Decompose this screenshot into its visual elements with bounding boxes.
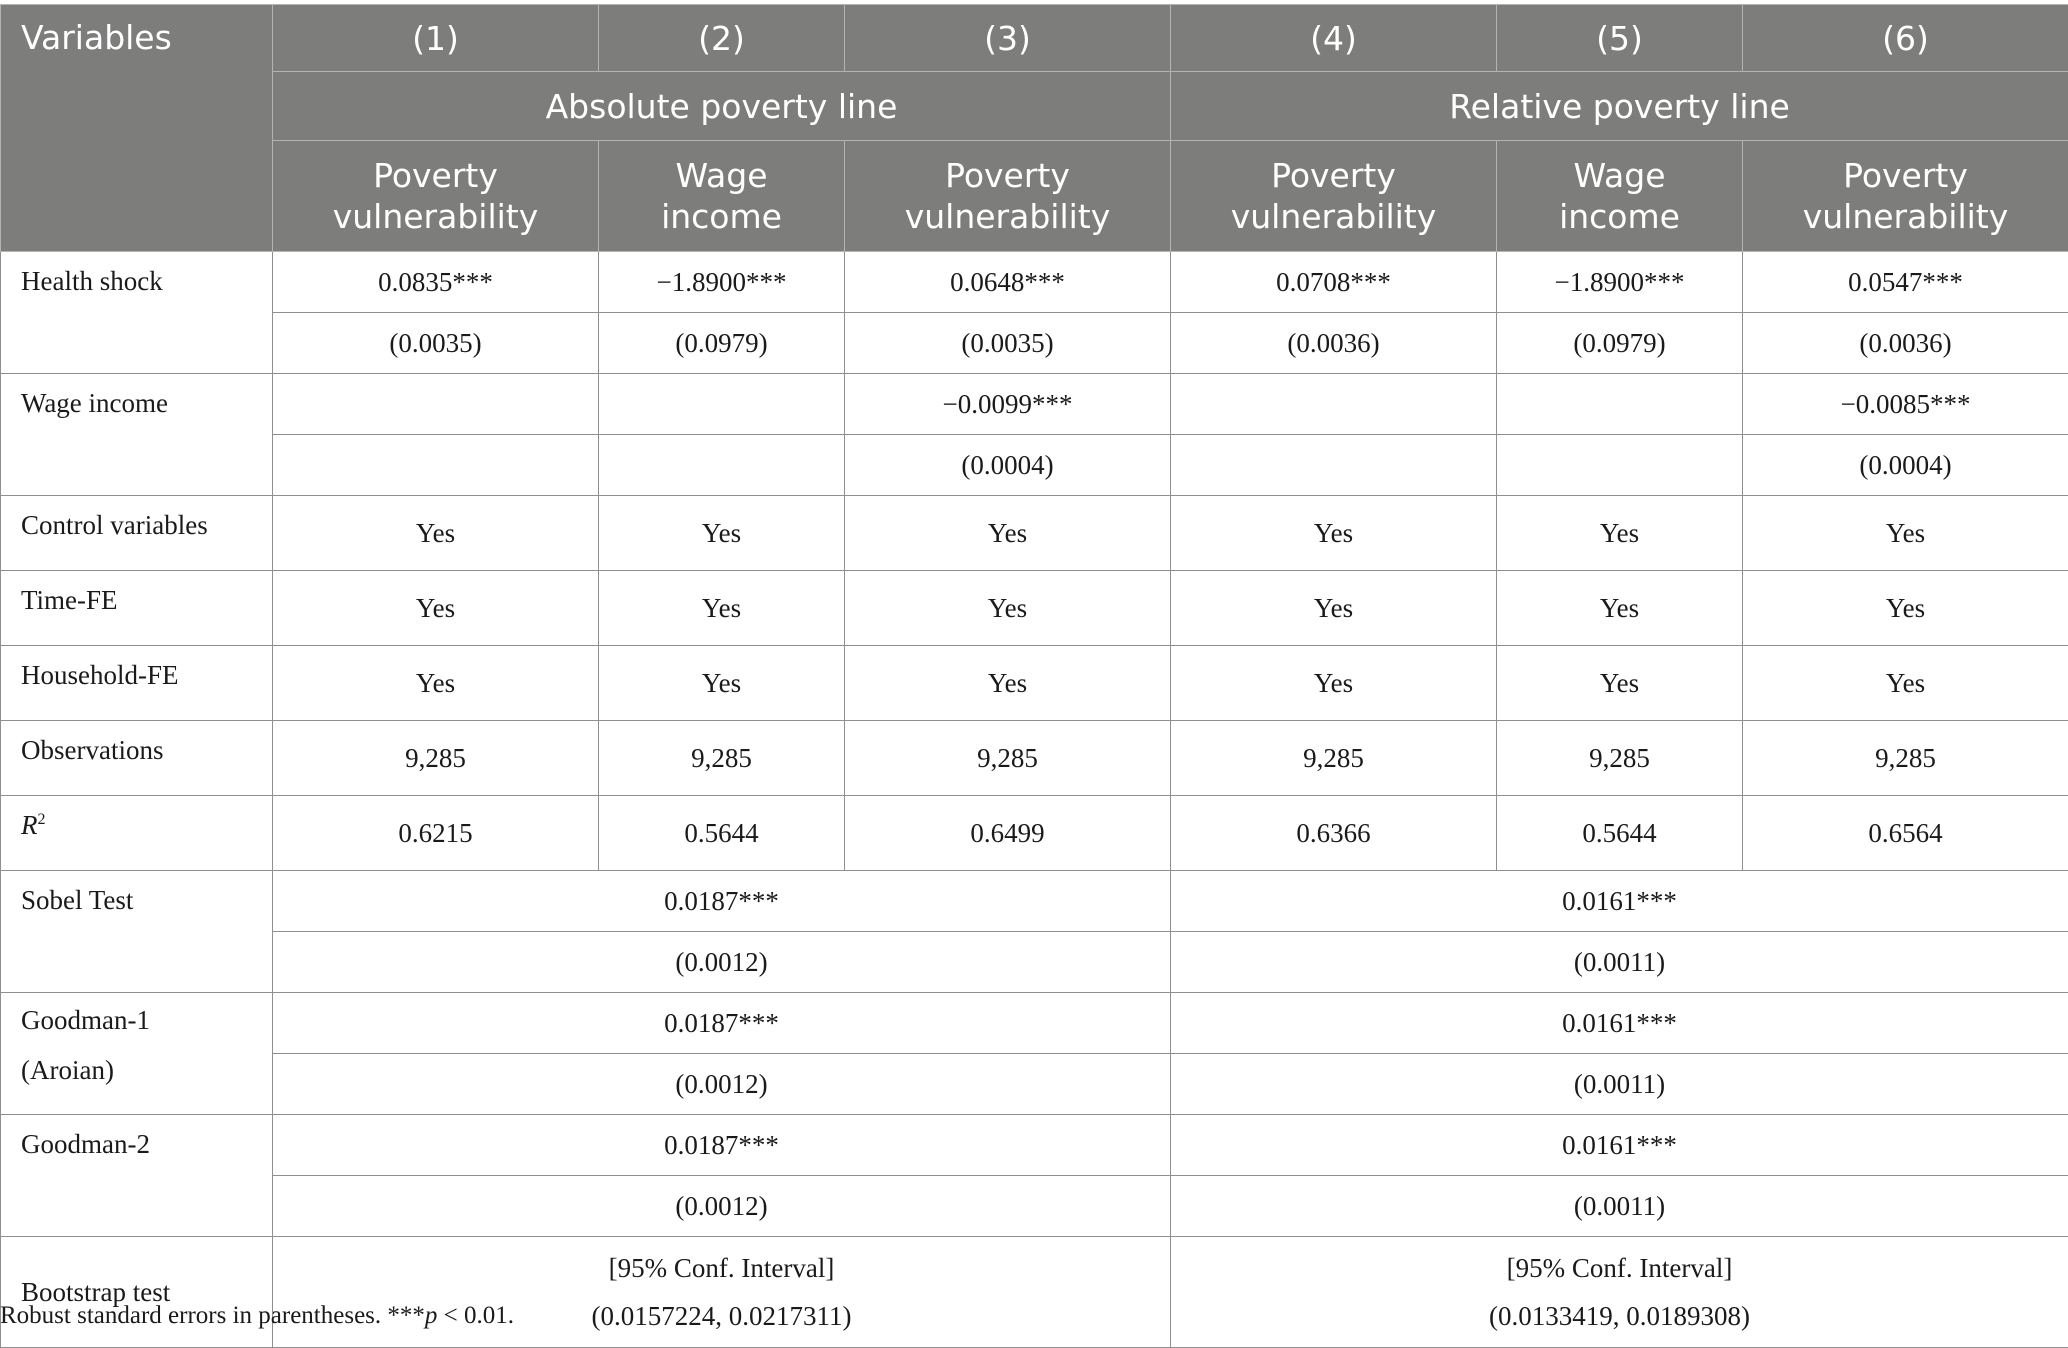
table-row [1,646,2068,721]
table-body [1,252,2068,1348]
goodman-1-coef-relative: 0.0161*** [1171,993,2068,1054]
time-fe-value-2: Yes [599,571,845,646]
table-row [1,721,2068,796]
sobel-se-absolute: (0.0012) [273,932,1171,993]
sobel-coef-relative: 0.0161*** [1171,871,2068,932]
goodman-2-coef-absolute: 0.0187*** [273,1115,1171,1176]
control-value-4: Yes [1171,496,1497,571]
row-label-observations: Observations [1,721,273,796]
row-label-r-squared [1,796,273,871]
wage-income-se-2 [599,435,845,496]
goodman-1-line: Goodman-1 [21,1005,150,1035]
health-shock-coef-5: −1.8900*** [1497,252,1743,313]
row-label-control-variables: Control variables [1,496,273,571]
household-fe-value-4: Yes [1171,646,1497,721]
row-label-wage-income: Wage income [1,374,273,496]
row-label-time-fe: Time-FE [1,571,273,646]
observations-value-5: 9,285 [1497,721,1743,796]
health-shock-se-6: (0.0036) [1743,313,2068,374]
column-number-5: (5) [1497,5,1743,72]
observations-value-3: 9,285 [845,721,1171,796]
dep-var-header-5 [1497,141,1743,252]
household-fe-value-6: Yes [1743,646,2068,721]
dep-var-line: income [1559,197,1680,236]
table-row [1,1176,2068,1237]
goodman-2-coef-relative: 0.0161*** [1171,1115,2068,1176]
table-header [1,5,2068,252]
wage-income-se-1 [273,435,599,496]
wage-income-coef-5 [1497,374,1743,435]
table-row [1,1054,2068,1115]
wage-income-se-5 [1497,435,1743,496]
dep-var-header-3 [845,141,1171,252]
dep-var-line: Poverty [1843,156,1968,195]
group-header-relative: Relative poverty line [1171,72,2068,141]
goodman-1-se-absolute: (0.0012) [273,1054,1171,1115]
dep-var-header-2 [599,141,845,252]
time-fe-value-1: Yes [273,571,599,646]
control-value-5: Yes [1497,496,1743,571]
table-row [1,1237,2068,1348]
bootstrap-interval-value: (0.0157224, 0.0217311) [592,1301,852,1331]
regression-table [0,4,2068,1348]
table-row [1,496,2068,571]
column-number-4: (4) [1171,5,1497,72]
r2-value-4: 0.6366 [1171,796,1497,871]
table-row [1,571,2068,646]
table-row [1,313,2068,374]
goodman-2-se-relative: (0.0011) [1171,1176,2068,1237]
row-label-household-fe: Household-FE [1,646,273,721]
bootstrap-relative [1171,1237,2068,1348]
r2-value-6: 0.6564 [1743,796,2068,871]
bootstrap-interval-label: [95% Conf. Interval] [1507,1253,1733,1283]
wage-income-coef-6: −0.0085*** [1743,374,2068,435]
health-shock-se-5: (0.0979) [1497,313,1743,374]
table-row [1,993,2068,1054]
column-number-3: (3) [845,5,1171,72]
wage-income-coef-1 [273,374,599,435]
household-fe-value-1: Yes [273,646,599,721]
variables-header: Variables [1,5,273,252]
observations-value-6: 9,285 [1743,721,2068,796]
r2-value-1: 0.6215 [273,796,599,871]
regression-table-container [0,4,2068,1348]
dep-var-header-1 [273,141,599,252]
r2-value-2: 0.5644 [599,796,845,871]
wage-income-se-3: (0.0004) [845,435,1171,496]
sobel-se-relative: (0.0011) [1171,932,2068,993]
health-shock-se-2: (0.0979) [599,313,845,374]
column-number-1: (1) [273,5,599,72]
dep-var-line: vulnerability [1803,197,2009,236]
row-label-health-shock: Health shock [1,252,273,374]
r-squared-symbol: R [21,810,38,840]
goodman-1-aroian: (Aroian) [21,1055,114,1085]
observations-value-4: 9,285 [1171,721,1497,796]
wage-income-se-4 [1171,435,1497,496]
table-row [1,1115,2068,1176]
sobel-coef-absolute: 0.0187*** [273,871,1171,932]
row-label-bootstrap-test: Bootstrap test [1,1237,273,1348]
dep-var-line: Poverty [1271,156,1396,195]
dep-var-line: income [661,197,782,236]
household-fe-value-5: Yes [1497,646,1743,721]
wage-income-se-6: (0.0004) [1743,435,2068,496]
r-squared-exponent: 2 [38,811,46,828]
table-row [1,252,2068,313]
control-value-1: Yes [273,496,599,571]
dep-var-header-4 [1171,141,1497,252]
control-value-3: Yes [845,496,1171,571]
r2-value-5: 0.5644 [1497,796,1743,871]
dep-var-line: vulnerability [1231,197,1437,236]
control-value-2: Yes [599,496,845,571]
group-header-absolute: Absolute poverty line [273,72,1171,141]
row-label-goodman-1 [1,993,273,1115]
table-footnote [0,1302,514,1330]
bootstrap-interval-label: [95% Conf. Interval] [609,1253,835,1283]
goodman-2-se-absolute: (0.0012) [273,1176,1171,1237]
health-shock-coef-2: −1.8900*** [599,252,845,313]
table-row [1,871,2068,932]
health-shock-coef-4: 0.0708*** [1171,252,1497,313]
row-label-goodman-2: Goodman-2 [1,1115,273,1237]
health-shock-se-4: (0.0036) [1171,313,1497,374]
health-shock-coef-1: 0.0835*** [273,252,599,313]
footnote-p-symbol: p [425,1302,438,1329]
table-row [1,796,2068,871]
bootstrap-interval-value: (0.0133419, 0.0189308) [1489,1301,1750,1331]
health-shock-coef-6: 0.0547*** [1743,252,2068,313]
goodman-1-se-relative: (0.0011) [1171,1054,2068,1115]
wage-income-coef-3: −0.0099*** [845,374,1171,435]
r2-value-3: 0.6499 [845,796,1171,871]
table-row [1,374,2068,435]
dep-var-line: Wage [676,156,768,195]
footnote-tail: < 0.01. [437,1302,514,1329]
dep-var-line: Poverty [373,156,498,195]
column-number-2: (2) [599,5,845,72]
row-label-sobel-test: Sobel Test [1,871,273,993]
wage-income-coef-2 [599,374,845,435]
time-fe-value-3: Yes [845,571,1171,646]
control-value-6: Yes [1743,496,2068,571]
time-fe-value-4: Yes [1171,571,1497,646]
health-shock-se-1: (0.0035) [273,313,599,374]
goodman-1-coef-absolute: 0.0187*** [273,993,1171,1054]
wage-income-coef-4 [1171,374,1497,435]
bootstrap-absolute [273,1237,1171,1348]
time-fe-value-5: Yes [1497,571,1743,646]
table-row [1,435,2068,496]
observations-value-1: 9,285 [273,721,599,796]
household-fe-value-2: Yes [599,646,845,721]
dep-var-header-6 [1743,141,2068,252]
footnote-text: Robust standard errors in parentheses. *** [0,1302,425,1329]
dep-var-line: vulnerability [905,197,1111,236]
table-row [1,932,2068,993]
health-shock-se-3: (0.0035) [845,313,1171,374]
household-fe-value-3: Yes [845,646,1171,721]
column-number-6: (6) [1743,5,2068,72]
observations-value-2: 9,285 [599,721,845,796]
dep-var-line: Poverty [945,156,1070,195]
dep-var-line: Wage [1574,156,1666,195]
dep-var-line: vulnerability [333,197,539,236]
health-shock-coef-3: 0.0648*** [845,252,1171,313]
time-fe-value-6: Yes [1743,571,2068,646]
